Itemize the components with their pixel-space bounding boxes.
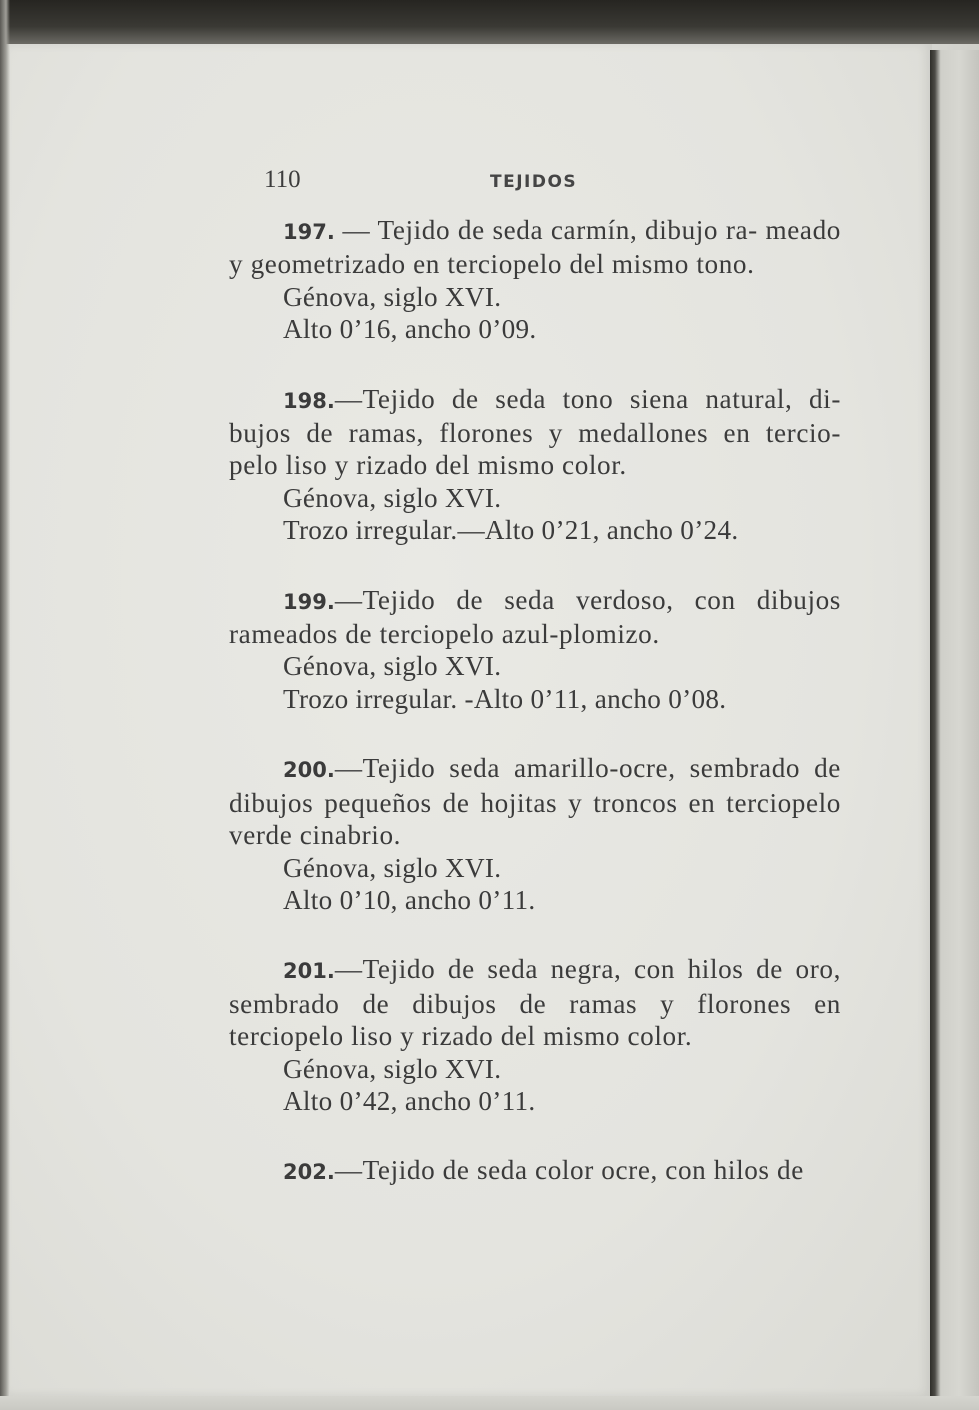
catalog-entry [229, 383, 841, 547]
entry-size: Trozo irregular.—Alto 0’21, ancho 0’24. [283, 515, 739, 546]
entry-number: 201. [283, 959, 335, 984]
entry-size: Alto 0’16, ancho 0’09. [283, 314, 537, 345]
scan-bottom-edge [0, 1396, 979, 1410]
entry-description [229, 1154, 841, 1188]
entry-origin: Génova, siglo XVI. [283, 281, 502, 312]
catalog-text [229, 214, 841, 1226]
entry-description-line: tono. [696, 249, 755, 280]
entry-description-line: de dibujos pequeños de hojitas y troncos en [229, 753, 841, 818]
entry-description [229, 953, 841, 1052]
entry-number: 199. [283, 589, 335, 614]
entry-origin: Génova, siglo XVI. [283, 1053, 502, 1084]
entry-description [229, 584, 841, 651]
entry-number: 197. [283, 220, 335, 244]
entry-description-line: — Tejido de seda carmín, dibujo ra- [334, 215, 758, 245]
entry-description-line: —Tejido de seda tono siena natural, di- [334, 383, 841, 414]
page-number: 110 [264, 166, 301, 193]
entry-number: 200. [283, 758, 335, 783]
page-header [264, 166, 584, 196]
catalog-entry [229, 1154, 841, 1188]
entry-size: Trozo irregular. -Alto 0’11, ancho 0’08. [283, 683, 727, 714]
catalog-entry [229, 953, 841, 1117]
entry-description [229, 214, 841, 281]
scan-top-shadow [0, 0, 979, 44]
adjacent-page-edge [930, 50, 979, 1410]
entry-description-line: bujos de ramas, florones y medallones en tercio- [229, 418, 841, 449]
catalog-entry [229, 214, 841, 346]
entry-description-line: oro, sembrado de dibujos de ramas y florones en [229, 954, 841, 1019]
entry-size: Alto 0’42, ancho 0’11. [283, 1085, 536, 1116]
entry-description [229, 383, 841, 482]
entry-description-line: rameados de terciopelo azul-plomizo. [229, 619, 660, 650]
entry-description-line: terciopelo liso y rizado del mismo color. [229, 1021, 693, 1052]
entry-number: 202. [283, 1160, 335, 1185]
scan-left-shadow [0, 0, 10, 1410]
entry-description-line: meado y geometrizado en terciopelo del mismo [229, 215, 841, 280]
entry-number: 198. [283, 388, 335, 413]
entry-description-line: —Tejido de seda color ocre, con hilos de [334, 1155, 804, 1186]
entry-origin: Génova, siglo XVI. [283, 482, 502, 513]
entry-description [229, 752, 841, 851]
running-title: TEJIDOS [490, 172, 578, 192]
catalog-entry [229, 584, 841, 716]
entry-origin: Génova, siglo XVI. [283, 651, 502, 682]
catalog-entry [229, 752, 841, 916]
entry-description-line: terciopelo verde cinabrio. [229, 787, 841, 851]
entry-origin: Génova, siglo XVI. [283, 852, 502, 883]
entry-size: Alto 0’10, ancho 0’11. [283, 884, 536, 915]
entry-description-line: —Tejido seda amarillo-ocre, sembrado [334, 753, 801, 784]
entry-description-line: —Tejido de seda negra, con hilos de [334, 954, 783, 985]
entry-description-line: pelo liso y rizado del mismo color. [229, 450, 627, 481]
entry-description-line: —Tejido de seda verdoso, con dibujos [334, 584, 841, 615]
